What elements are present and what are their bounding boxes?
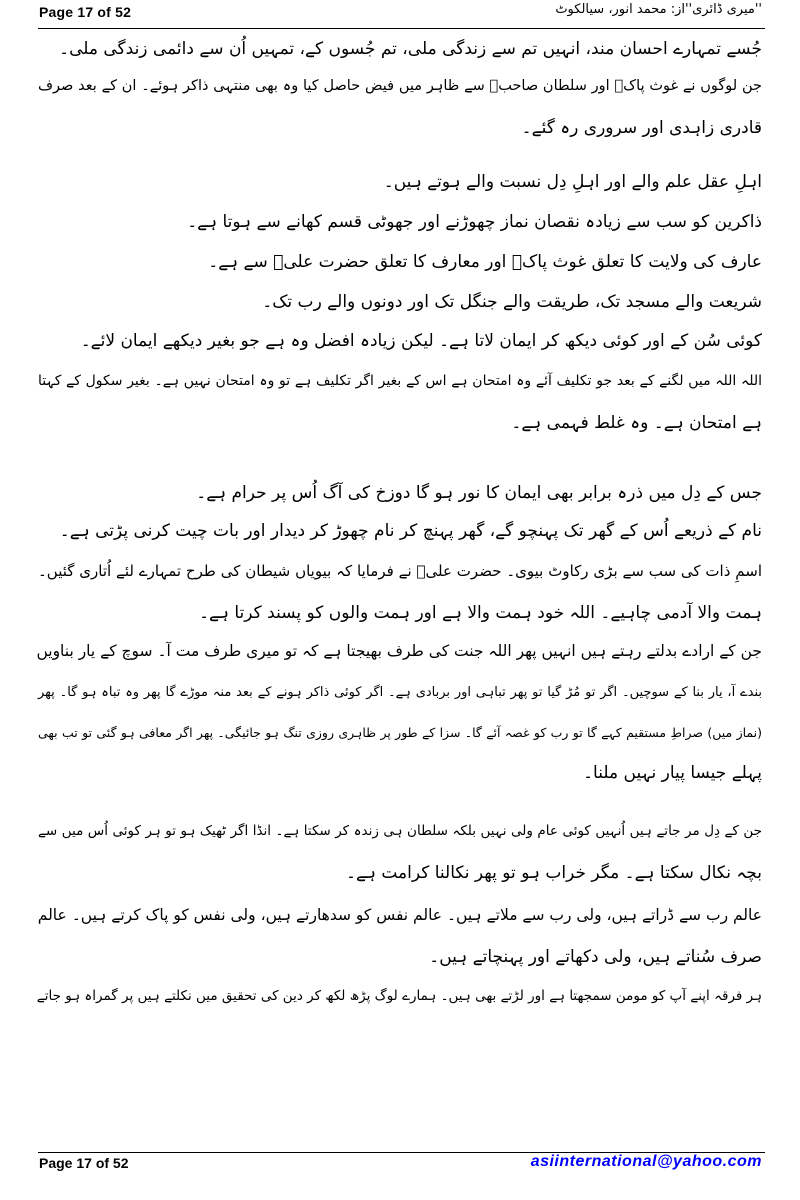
text-line: (نماز میں) صراطِ مستقیم کہے گا تو رب کو غصہ آئے گا۔ سزا کے طور پر ظاہری روزی تنگ ہو جائیگی۔ پھر اگر معافی ہو گئی تو تب بھی (38, 725, 762, 740)
text-line: کوئی سُن کے اور کوئی دیکھ کر ایمان لاتا ہے۔ لیکن زیادہ افضل وہ ہے جو بغیر دیکھے ایمان لائے۔ (80, 331, 762, 351)
text-line: جس کے دِل میں ذرہ برابر بھی ایمان کا نور ہو گا دوزخ کی آگ اُس پر حرام ہے۔ (196, 483, 762, 503)
header-divider (38, 28, 765, 29)
text-line: ہر فرقہ اپنے آپ کو مومن سمجھتا ہے اور لڑتے بھی ہیں۔ ہمارے لوگ پڑھ لکھ کر دین کی تحقیق میں نکلتے ہیں پر گمراہ ہو جاتے (36, 988, 762, 1004)
text-line: جن لوگوں نے غوث پاکؒ اور سلطان صاحبؒ سے ظاہر میں فیض حاصل کیا وہ بھی منتہی ذاکر ہوئے۔ ان کے بعد صرف (38, 78, 762, 94)
text-line: عالم رب سے ڈراتے ہیں، ولی رب سے ملاتے ہیں۔ عالم نفس کو سدھارتے ہیں، ولی نفس کو پاک کرتے ہیں۔ عالم (37, 906, 762, 924)
text-line: جُسے تمہارے احسان مند، انہیں تم سے زندگی ملی، تم جُسوں کے، تمہیں اُن سے دائمی زندگی ملی۔ (59, 39, 762, 59)
text-line: ہمت والا آدمی چاہیے۔ اللہ خود ہمت والا ہے اور ہمت والوں کو پسند کرتا ہے۔ (199, 603, 762, 623)
text-line: جن کے دِل مر جاتے ہیں اُنہیں کوئی عام ولی نہیں بلکہ سلطان ہی زندہ کر سکتا ہے۔ انڈا اگر ٹھیک ہو تو ہر کوئی اُس میں سے (38, 823, 762, 839)
text-line: عارف کی ولایت کا تعلق غوث پاکؒ اور معارف کا تعلق حضرت علیؓ سے ہے۔ (208, 252, 762, 272)
text-line: صرف سُناتے ہیں، ولی دکھاتے اور پہنچاتے ہیں۔ (429, 947, 762, 967)
footer-page-number: Page 17 of 52 (39, 1155, 129, 1171)
footer-email-link[interactable]: asiinternational@yahoo.com (530, 1153, 762, 1170)
text-line: جن کے ارادے بدلتے رہتے ہیں انہیں پھر اللہ جنت کی طرف بھیجتا ہے کہ تو میری طرف مت آ۔ سوچ کے یار بناویں (36, 642, 762, 660)
text-line: شریعت والے مسجد تک، طریقت والے جنگل تک اور دونوں والے رب تک۔ (262, 292, 762, 312)
header-book-title: ''میری ڈائری''از: محمد انور، سیالکوٹ (555, 2, 762, 17)
text-line: پہلے جیسا پیار نہیں ملنا۔ (583, 763, 762, 783)
text-line: اسمِ ذات کی سب سے بڑی رکاوٹ بیوی۔ حضرت علیؓ نے فرمایا کہ بیویاں شیطان کی طرح تمہارے لئے اُتاری گئیں۔ (38, 562, 762, 580)
text-line: ہے امتحان ہے۔ وہ غلط فہمی ہے۔ (511, 413, 762, 433)
text-line: قادری زاہدی اور سروری رہ گئے۔ (521, 118, 762, 138)
text-line: نام کے ذریعے اُس کے گھر تک پہنچو گے، گھر پہنچ کر نام چھوڑ کر دیدار اور بات چیت کرنی پڑتی ہے۔ (59, 521, 762, 541)
text-line: اہلِ عقل علم والے اور اہلِ دِل نسبت والے ہوتے ہیں۔ (383, 172, 762, 192)
text-line: اللہ اللہ میں لگنے کے بعد جو تکلیف آئے وہ امتحان ہے اس کے بغیر اگر تکلیف ہے تو وہ امتحان نہیں ہے۔ بغیر سکول کے کہتا (38, 373, 762, 389)
text-line: بچہ نکال سکتا ہے۔ مگر خراب ہو تو پھر نکالنا کرامت ہے۔ (346, 863, 762, 883)
text-line: بندے آ، یار بنا کے سوچیں۔ اگر تو مُڑ گیا تو پھر تباہی اور بربادی ہے۔ اگر کوئی ذاکر ہونے کے بعد منہ موڑے گا پھر وہ تباہ ہو گا۔ پھر (38, 685, 762, 700)
text-line: ذاکرین کو سب سے زیادہ نقصان نماز چھوڑنے اور جھوٹی قسم کھانے سے ہوتا ہے۔ (187, 212, 762, 232)
header-page-number: Page 17 of 52 (39, 4, 132, 20)
